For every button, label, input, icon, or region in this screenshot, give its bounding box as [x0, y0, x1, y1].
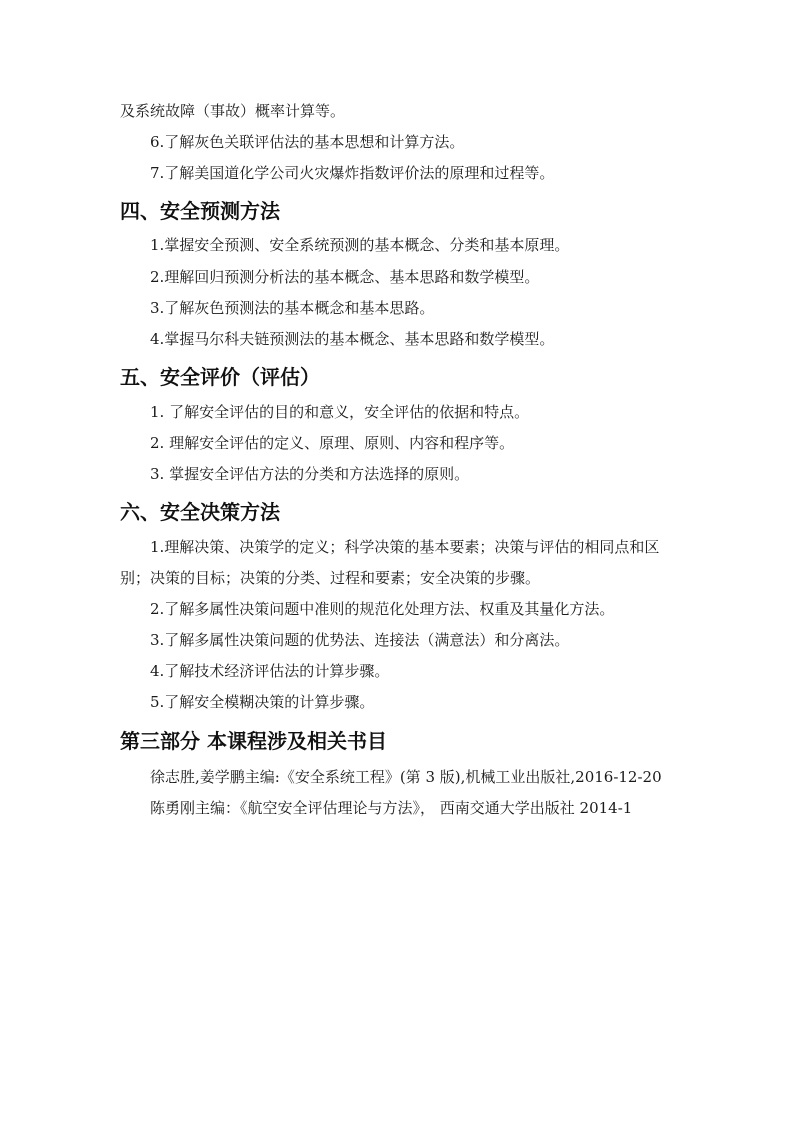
section-heading-4: 四、安全预测方法 [120, 199, 280, 223]
list-item: 2.了解多属性决策问题中准则的规范化处理方法、权重及其量化方法。 [150, 600, 615, 618]
list-item: 2. 理解安全评估的定义、原理、原则、内容和程序等。 [150, 434, 515, 452]
part-heading-3: 第三部分 本课程涉及相关书目 [120, 729, 387, 753]
list-item: 3.了解多属性决策问题的优势法、连接法（满意法）和分离法。 [150, 631, 570, 649]
list-item: 2.理解回归预测分析法的基本概念、基本思路和数学模型。 [150, 268, 540, 286]
list-item: 1. 了解安全评估的目的和意义，安全评估的依据和特点。 [150, 403, 530, 421]
list-item: 6.了解灰色关联评估法的基本思想和计算方法。 [150, 133, 465, 151]
list-item: 3.了解灰色预测法的基本概念和基本思路。 [150, 299, 435, 317]
list-item-wrapped: 1.理解决策、决策学的定义；科学决策的基本要素；决策与评估的相同点和区别；决策的目标；决策的分类、过程和要素；安全决策的步骤。 [120, 538, 660, 587]
section-heading-5: 五、安全评价（评估） [120, 365, 320, 389]
section-heading-6: 六、安全决策方法 [120, 500, 280, 524]
book-entry: 徐志胜,姜学鹏主编:《安全系统工程》(第 3 版),机械工业出版社,2016-12-20 [150, 768, 662, 786]
list-item: 1.掌握安全预测、安全系统预测的基本概念、分类和基本原理。 [150, 236, 570, 254]
list-item: 5.了解安全模糊决策的计算步骤。 [150, 693, 375, 711]
list-item: 4.掌握马尔科夫链预测法的基本概念、基本思路和数学模型。 [150, 330, 555, 348]
continued-line: 及系统故障（事故）概率计算等。 [120, 102, 346, 120]
list-item: 7.了解美国道化学公司火灾爆炸指数评价法的原理和过程等。 [150, 164, 555, 182]
list-item: 3. 掌握安全评估方法的分类和方法选择的原则。 [150, 465, 470, 483]
list-item: 4.了解技术经济评估法的计算步骤。 [150, 662, 390, 680]
book-entry: 陈勇刚主编：《航空安全评估理论与方法》， 西南交通大学出版社 2014-1 [150, 799, 633, 817]
